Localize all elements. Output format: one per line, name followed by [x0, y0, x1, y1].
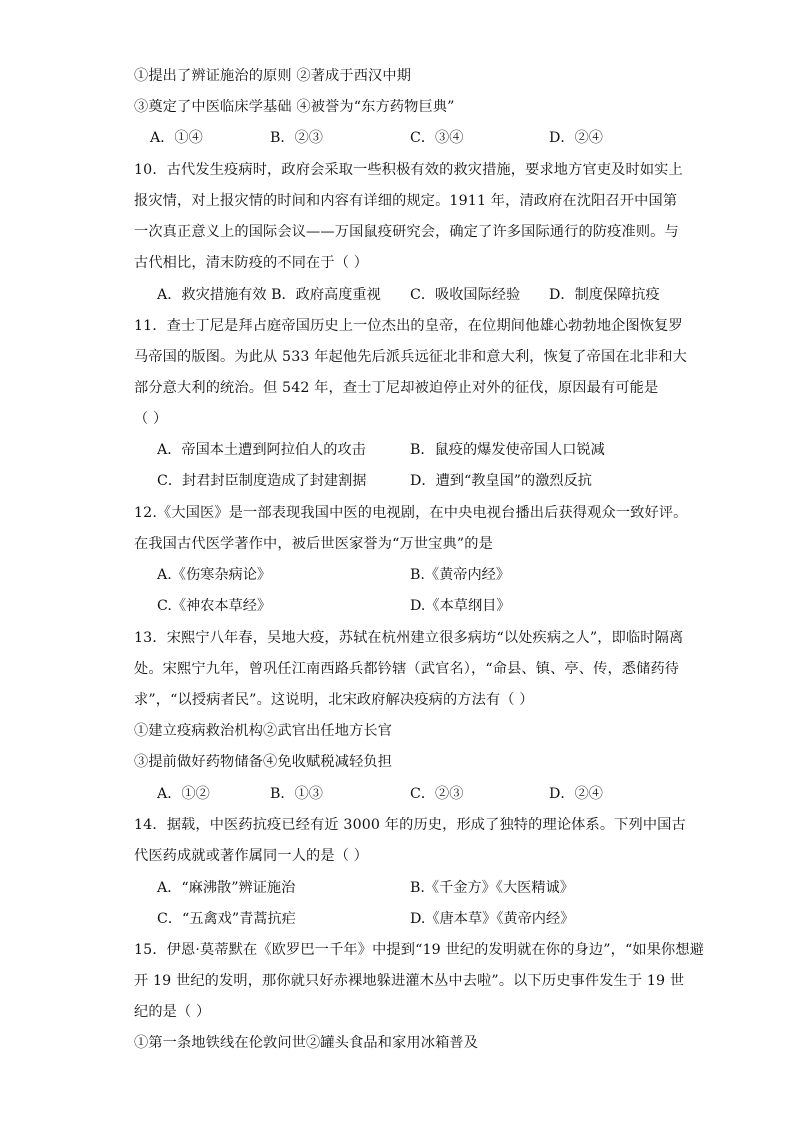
q10-line-4: 古代相比，清末防疫的不同在于（ ）	[134, 255, 369, 271]
q15-line-3: 纪的是（ ）	[134, 1004, 211, 1020]
q11-line-1: 11．查士丁尼是拜占庭帝国历史上一位杰出的皇帝，在位期间他雄心勃勃地企图恢复罗	[134, 318, 683, 334]
q12-option-d: D.《本草纲目》	[410, 598, 511, 614]
q14-option-a: A．“麻沸散”辨证施治	[157, 880, 296, 896]
q13-line-1: 13．宋熙宁八年春，吴地大疫，苏轼在杭州建立很多病坊“以处疾病之人”，即临时隔离	[134, 630, 684, 646]
q13-statement-1: ①建立疫病救治机构②武官出任地方长官	[134, 723, 393, 739]
q10-line-2: 报灾情，对上报灾情的时间和内容有详细的规定。1911 年，清政府在沈阳召开中国第	[134, 193, 678, 209]
q15-line-2: 开 19 世纪的发明，那你就只好赤裸地躲进灌木丛中去啦”。以下历史事件发生于 19 世	[134, 973, 685, 989]
q12-option-c: C.《神农本草经》	[157, 598, 272, 614]
q13-option-c: C．②③	[410, 786, 464, 802]
q13-option-b: B．①③	[270, 786, 323, 802]
q11-option-b: B．鼠疫的爆发使帝国人口锐减	[410, 442, 605, 458]
q14-option-d: D.《唐本草》《黄帝内经》	[410, 911, 575, 927]
q12-line-2: 在我国古代医学著作中，被后世医家誉为“万世宝典”的是	[134, 536, 493, 552]
q10-option-c: C．吸收国际经验	[410, 287, 521, 303]
q15-statement-1: ①第一条地铁线在伦敦问世②罐头食品和家用冰箱普及	[134, 1035, 479, 1051]
q14-line-2: 代医药成就或著作属同一人的是（ ）	[134, 848, 369, 864]
q14-option-b: B.《千金方》《大医精诚》	[410, 880, 574, 896]
q12-option-b: B.《黄帝内经》	[410, 567, 511, 583]
q11-line-2: 马帝国的版图。为此从 533 年起他先后派兵远征北非和意大利，恢复了帝国在北非和大	[134, 349, 688, 365]
q11-option-a: A．帝国本土遭到阿拉伯人的攻击	[157, 442, 366, 458]
q13-line-2: 处。宋熙宁九年，曾巩任江南西路兵都钤辖（武官名），“命县、镇、亭、传，悉储药待	[134, 661, 680, 677]
q10-line-3: 一次真正意义上的国际会议——万国鼠疫研究会，确定了许多国际通行的防疫准则。与	[134, 224, 679, 240]
q10-line-1: 10．古代发生疫病时，政府会采取一些积极有效的救灾措施，要求地方官吏及时如实上	[134, 162, 683, 178]
q10-option-ab: A．救灾措施有效 B．政府高度重视	[157, 287, 381, 303]
q12-option-a: A.《伤寒杂病论》	[157, 567, 272, 583]
q11-line-3: 部分意大利的统治。但 542 年，查士丁尼却被迫停止对外的征伐，原因最有可能是	[134, 380, 659, 396]
q15-line-1: 15．伊恩·莫蒂默在《欧罗巴一千年》中提到“19 世纪的发明就在你的身边”，“如果你想避	[134, 942, 705, 958]
q11-option-d: D．遭到“教皇国”的激烈反抗	[410, 473, 592, 489]
q9-statement-2: ③奠定了中医临床学基础 ④被誉为“东方药物巨典”	[134, 99, 455, 115]
q13-option-d: D．②④	[549, 786, 603, 802]
q14-option-c: C．“五禽戏”青蒿抗疟	[157, 911, 296, 927]
q9-statement-1: ①提出了辨证施治的原则 ②著成于西汉中期	[134, 68, 412, 84]
q10-option-d: D．制度保障抗疫	[549, 287, 660, 303]
q14-line-1: 14．据载，中医药抗疫已经有近 3000 年的历史，形成了独特的理论体系。下列中国古	[134, 817, 686, 833]
q13-statement-2: ③提前做好药物储备④免收赋税减轻负担	[134, 754, 393, 770]
q13-line-3: 求”，“以授病者民”。这说明，北宋政府解决疫病的方法有（ ）	[134, 692, 534, 708]
q9-option-c: C．③④	[410, 130, 464, 146]
q13-option-a: A．①②	[157, 786, 210, 802]
q9-option-b: B．②③	[270, 130, 323, 146]
q12-line-1: 12.《大国医》是一部表现我国中医的电视剧，在中央电视台播出后获得观众一致好评。	[134, 505, 688, 521]
q11-option-c: C．封君封臣制度造成了封建割据	[157, 473, 367, 489]
q9-option-a: A．①④	[150, 130, 203, 146]
q9-option-d: D．②④	[549, 130, 603, 146]
q11-line-4: （ ）	[134, 411, 168, 427]
